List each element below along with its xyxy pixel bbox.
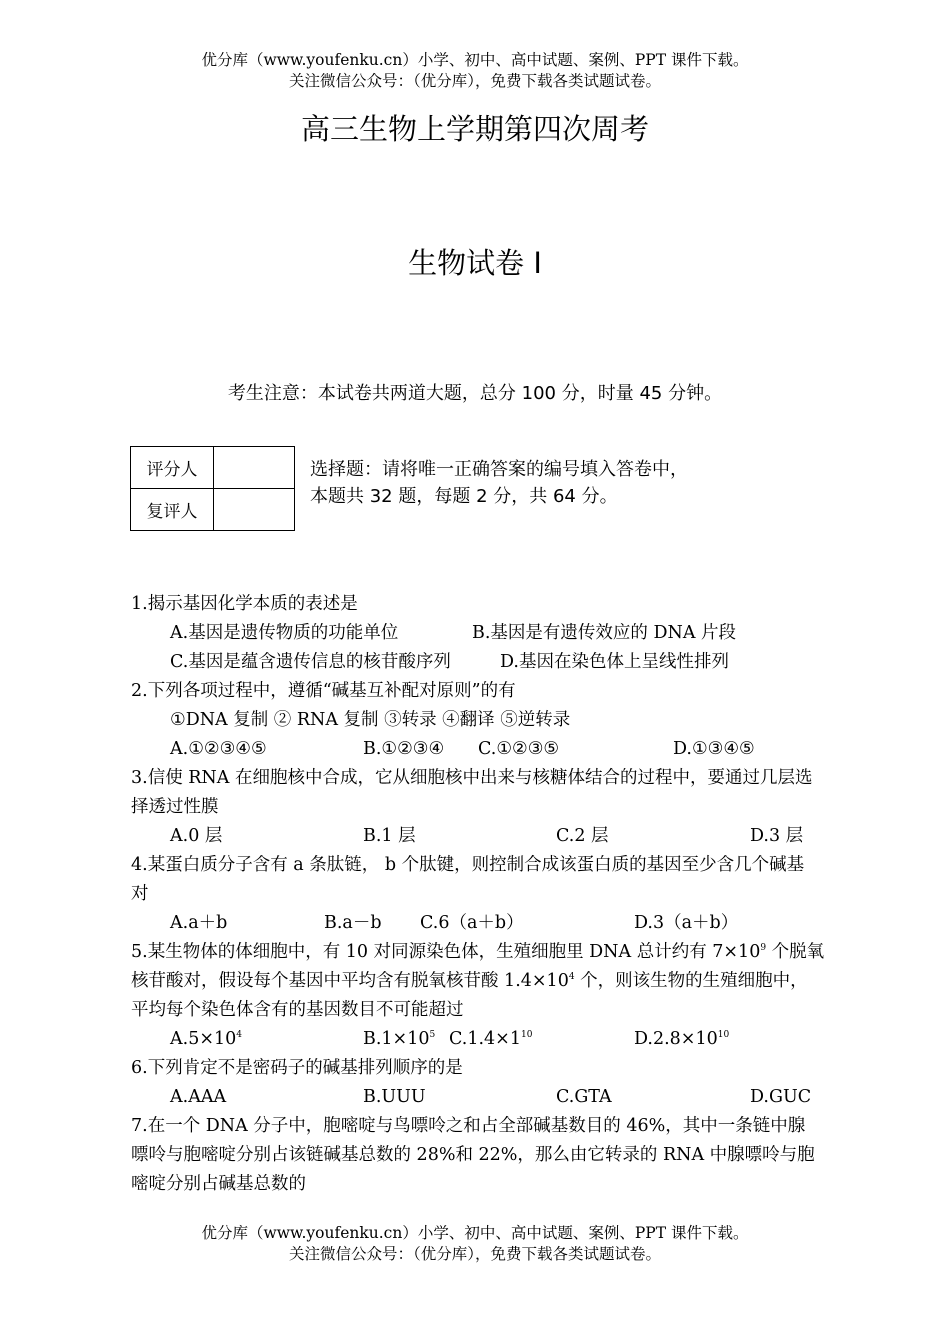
q3-option-a: A.0 层	[170, 826, 223, 846]
footer-promo-line-1: 优分库（www.youfenku.cn）小学、初中、高中试题、案例、PPT 课件下载。	[201, 1224, 749, 1242]
score-table	[130, 446, 295, 531]
section-instruction-line-1: 选择题：请将唯一正确答案的编号填入答卷中，	[310, 459, 688, 480]
q5-exponent: 4	[568, 972, 575, 983]
q5-option-a: $A.5\times 10^4$	[170, 1029, 243, 1049]
footer-promo-line-2: 关注微信公众号：（优分库），免费下载各类试题试卷。	[288, 1245, 661, 1263]
page-title: 高三生物上学期第四次周考	[300, 112, 649, 146]
q7-stem-line-1: 7.在一个 DNA 分子中，胞嘧啶与鸟嘌呤之和占全部碱基数目的 46%，其中一条链中腺	[131, 1116, 806, 1136]
q1-option-d: D.基因在染色体上呈线性排列	[500, 652, 729, 672]
q6-stem: 6.下列肯定不是密码子的碱基排列顺序的是	[131, 1058, 463, 1078]
q2-stem: 2.下列各项过程中，遵循“碱基互补配对原则”的有	[131, 681, 516, 701]
q1-option-c: C.基因是蕴含遗传信息的核苷酸序列	[170, 652, 451, 672]
q1-option-b: B.基因是有遗传效应的 DNA 片段	[472, 623, 737, 643]
q5-exponent: 9	[760, 943, 767, 954]
exam-notice: 考生注意：本试卷共两道大题，总分 100 分，时量 45 分钟。	[227, 383, 723, 404]
q1-stem: 1.揭示基因化学本质的表述是	[131, 594, 358, 614]
q2-option-c: C.①②③⑤	[478, 739, 560, 759]
q1-option-a: A.基因是遗传物质的功能单位	[170, 623, 399, 643]
q2-items: ①DNA 复制 ② RNA 复制 ③转录 ④翻译 ⑤逆转录	[170, 710, 571, 730]
q3-option-c: C.2 层	[556, 826, 609, 846]
q4-option-c: C.6（a＋b）	[420, 913, 524, 933]
header-promo-line-1: 优分库（www.youfenku.cn）小学、初中、高中试题、案例、PPT 课件下载。	[201, 51, 749, 69]
q2-option-b: B.①②③④	[363, 739, 445, 759]
q6-option-d: D.GUC	[750, 1087, 812, 1107]
grader-label: 评分人	[131, 447, 214, 489]
q6-option-c: C.GTA	[556, 1087, 612, 1107]
q5-stem-line-1: 5.某生物体的体细胞中，有 10 对同源染色体，生殖细胞里 DNA 总计约有 $7\times 10^9$ 个脱氧	[131, 942, 825, 962]
q3-option-d: D.3 层	[750, 826, 804, 846]
q7-stem-line-3: 嘧啶分别占碱基总数的	[131, 1174, 306, 1194]
q4-option-b: B.a－b	[324, 913, 382, 933]
q7-stem-line-2: 嘌呤与胞嘧啶分别占该链碱基总数的 28%和 22%，那么由它转录的 RNA 中腺嘌呤与胞	[131, 1145, 815, 1165]
header-promo-line-2: 关注微信公众号：（优分库），免费下载各类试题试卷。	[288, 72, 661, 90]
q3-stem-line-1: 3.信使 RNA 在细胞核中合成，它从细胞核中出来与核糖体结合的过程中，要通过几层选	[131, 768, 813, 788]
q3-option-b: B.1 层	[363, 826, 416, 846]
q5-stem-line-2: 核苷酸对，假设每个基因中平均含有脱氧核苷酸 $1.4\times 10^4$ 个，则该生物的生殖细胞中，	[131, 971, 808, 991]
reviewer-label: 复评人	[131, 489, 214, 531]
grader-blank	[214, 447, 295, 489]
q6-option-b: B.UUU	[363, 1087, 426, 1107]
page-subtitle: 生物试卷 I	[408, 246, 542, 280]
q2-option-a: A.①②③④⑤	[170, 739, 267, 759]
q6-option-a: A.AAA	[170, 1087, 227, 1107]
q4-stem-line-2: 对	[131, 884, 149, 904]
q5-option-b: $B.1\times 10^5$	[363, 1029, 436, 1049]
reviewer-blank	[214, 489, 295, 531]
q3-stem-line-2: 择透过性膜	[131, 797, 219, 817]
q5-stem-line-3: 平均每个染色体含有的基因数目不可能超过	[131, 1000, 464, 1020]
q4-option-d: D.3（a＋b）	[634, 913, 739, 933]
section-instruction-line-2: 本题共 32 题，每题 2 分，共 64 分。	[310, 486, 618, 507]
q4-stem-line-1: 4.某蛋白质分子含有 a 条肽链， b 个肽键，则控制合成该蛋白质的基因至少含几个碱基	[131, 855, 805, 875]
q5-option-d: $D.2.8\times 10^{10}$	[634, 1029, 730, 1049]
q5-option-c: $C.1.4\times 1^{10}$	[449, 1029, 533, 1049]
q2-option-d: D.①③④⑤	[673, 739, 755, 759]
q4-option-a: A.a＋b	[170, 913, 228, 933]
